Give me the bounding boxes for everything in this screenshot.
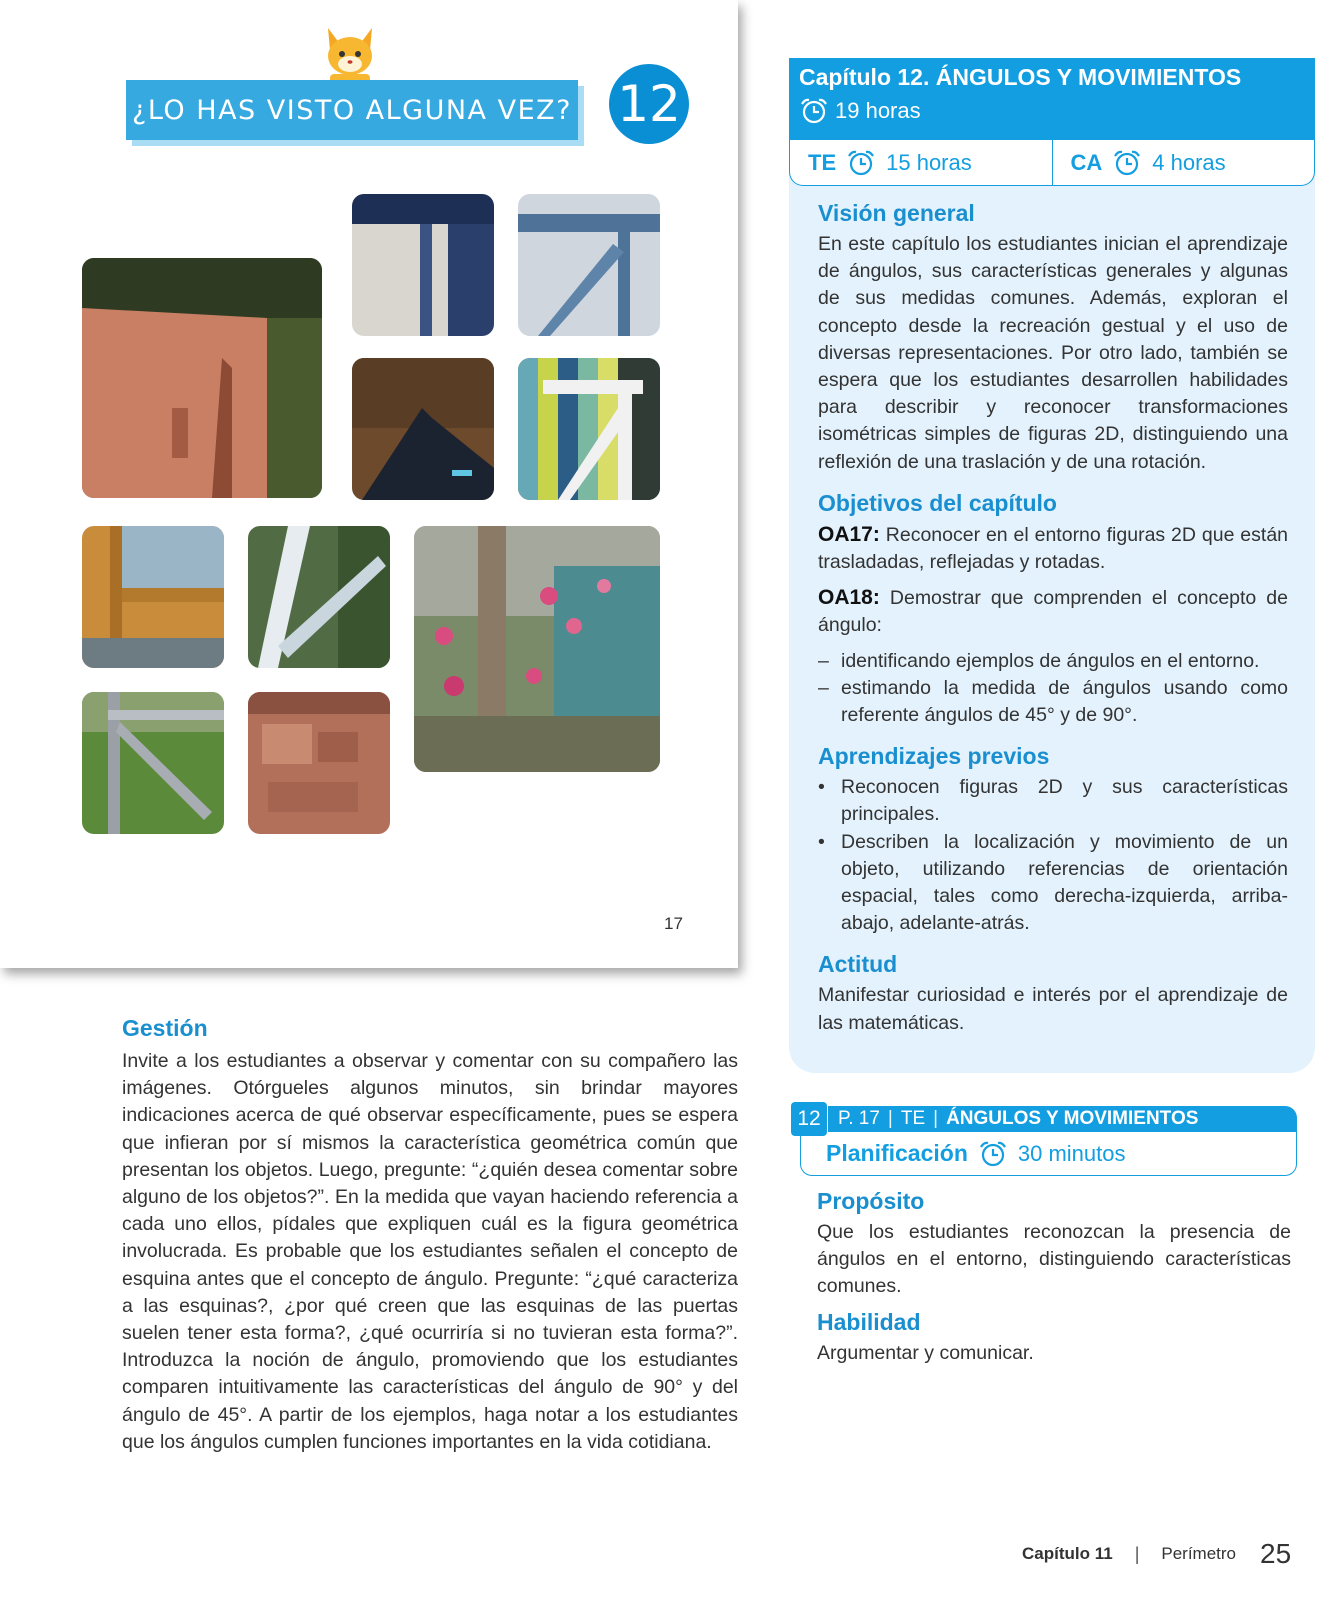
objetivos-title: Objetivos del capítulo [818, 489, 1057, 516]
footer-chapter-name: Perímetro [1161, 1544, 1237, 1563]
list-item: • Describen la localización y movimiento de un objeto, utilizando referencias de orientación espacial, tales como derecha-izquierda, arriba-abajo, adelante-atrás. [818, 830, 1288, 935]
striped-chair-photo [518, 358, 660, 500]
gestion-text: Invite a los estudiantes a observar y comentar con su compañero las imágenes. Otórgueles algunos minutos, sin brindar mayores indicaciones acerca de qué observar específicamente, pues se espera que infieran por sí mismos la característica geométrica común que presentan los objetos. Luego, pregunte: “¿quién desea comentar sobre alguno de los objetos?”. En la medida que vayan haciendo referencia a cada uno ellos, pídales que expliquen cuál es la figura geométrica involucrada. Es probable que los estudiantes señalen el concepto de esquina antes que el concepto de ángulo. Pregunte: “¿qué caracteriza a las esquinas?, ¿por qué creen que las esquinas de las puertas suelen tener esta forma?, ¿qué ocurriría si no tuvieran esta forma?”. Introduzca la noción de ángulo, promoviendo que los estudiantes comparen intuitivamente las características del ángulo de 90° y del ángulo de 45°. A partir de los ejemplos, haga notar a los estudiantes que los ángulos cumplen funciones importantes en la vida cotidiana. [122, 1050, 738, 1453]
lo-has-visto-banner [126, 80, 578, 140]
alarm-clock-icon [1112, 149, 1142, 177]
lesson-number-badge [791, 1102, 827, 1136]
oa17-paragraph [818, 521, 1288, 576]
oa18-text: Demostrar que comprenden el concepto de ángulo: [818, 587, 1288, 637]
planificacion-duration: 30 minutos [1017, 1140, 1126, 1166]
student-page-number: 17 [664, 914, 683, 933]
blue-door-photo [352, 194, 494, 336]
alarm-clock-icon [799, 97, 829, 125]
chapter-number-badge [609, 64, 689, 144]
white-ladder-photo [248, 526, 390, 668]
total-hours [799, 97, 1305, 125]
chapter-number: 12 [617, 75, 681, 133]
lesson-number: 12 [797, 1107, 821, 1130]
actitud-text: Manifestar curiosidad e interés por el aprendizaje de las matemáticas. [818, 984, 1288, 1034]
banner-text: ¿LO HAS VISTO ALGUNA VEZ? [132, 94, 572, 126]
lesson-reference-strip: P. 17 | TE | ÁNGULOS Y MOVIMIENTOS [828, 1106, 1297, 1132]
te-label: TE [808, 149, 837, 175]
total-hours-text: 19 horas [835, 98, 921, 123]
proposito-text: Que los estudiantes reconozcan la presencia de ángulos en el entorno, distinguiendo características comunes. [817, 1221, 1291, 1298]
actitud-title: Actitud [818, 951, 898, 978]
oa18-code: OA18: [818, 586, 880, 610]
list-item: – estimando la medida de ángulos usando como referente ángulos de 45° y de 90°. [818, 676, 1288, 727]
source-label: TE [900, 1108, 926, 1129]
page-ref: P. 17 [838, 1108, 880, 1129]
page-footer [1022, 1538, 1291, 1570]
oa18-paragraph [818, 584, 1288, 639]
footer-separator: | [1134, 1543, 1140, 1564]
student-page-thumbnail [0, 0, 738, 968]
habilidad-text: Argumentar y comunicar. [817, 1341, 1034, 1364]
laptop-photo [352, 358, 494, 500]
te-ca-hours-row [789, 140, 1315, 186]
footer-chapter: Capítulo 11 [1022, 1544, 1113, 1563]
planificacion-box [800, 1132, 1297, 1176]
previos-list [818, 774, 1288, 937]
vision-title: Visión general [818, 200, 975, 226]
wooden-window-photo [82, 526, 224, 668]
oa17-code: OA17: [818, 522, 880, 546]
vision-text: En este capítulo los estudiantes inician el aprendizaje de ángulos, sus características generales y algunas de sus medidas comunes. Además, exploran el concepto desde la recreación gestual y el uso de diversas representaciones. Por otro lado, también se espera que los estudiantes desarrollen habilidades para describir y reconocer transformaciones isométricas simples de figuras 2D, distinguiendo una reflexión de una traslación y de una rotación. [818, 233, 1288, 473]
te-hours-cell [790, 140, 1052, 185]
chapter-panel-body [818, 194, 1288, 1037]
habilidad-title: Habilidad [817, 1308, 921, 1335]
previos-title: Aprendizajes previos [818, 743, 1050, 770]
footer-page-number: 25 [1260, 1538, 1292, 1569]
chapter-title: Capítulo 12. ÁNGULOS Y MOVIMIENTOS [799, 64, 1242, 90]
metal-shelf-photo [82, 692, 224, 834]
gestion-title: Gestión [122, 1015, 208, 1041]
lesson-chapter: ÁNGULOS Y MOVIMIENTOS [946, 1108, 1199, 1129]
oa18-list [818, 648, 1288, 730]
cat-mascot-icon [320, 22, 380, 86]
te-hours: 15 horas [886, 149, 972, 175]
list-item: • Reconocen figuras 2D y sus características principales. [818, 776, 1288, 826]
cherry-blossom-photo [414, 526, 660, 772]
chapter-header [789, 58, 1315, 140]
proposito-title: Propósito [817, 1188, 925, 1214]
ca-label: CA [1070, 149, 1103, 175]
list-item: – identificando ejemplos de ángulos en el entorno. [818, 649, 1260, 672]
alarm-clock-icon [846, 149, 876, 177]
ca-hours-cell [1052, 140, 1315, 185]
stone-carving-photo [248, 692, 390, 834]
blue-railing-photo [518, 194, 660, 336]
oa17-text: Reconocer en el entorno figuras 2D que están trasladadas, reflejadas y rotadas. [818, 523, 1289, 574]
gestion-section [122, 1015, 738, 1456]
alarm-clock-icon [978, 1140, 1008, 1168]
tile-wall-photo [82, 258, 322, 498]
planificacion-title: Planificación [826, 1140, 968, 1166]
ca-hours: 4 horas [1152, 149, 1226, 175]
proposito-section [817, 1188, 1291, 1367]
